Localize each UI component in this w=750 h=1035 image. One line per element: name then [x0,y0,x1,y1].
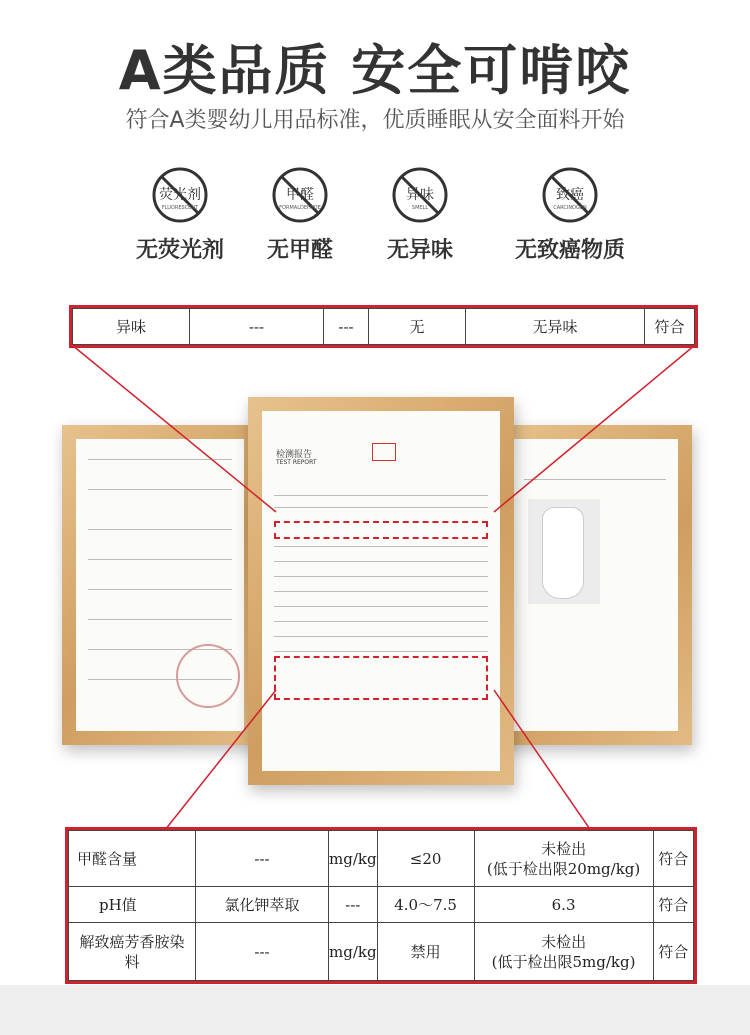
table-row [69,831,694,887]
cell-result [474,923,653,981]
cell-result: 无异味 [466,309,645,345]
cell-item: 异味 [73,309,190,345]
svg-text:异味: 异味 [406,187,434,203]
cell-unit: --- [324,309,369,345]
cell-item: 甲醛含量 [69,831,196,887]
floor-shadow [0,985,750,1035]
svg-text:CARCINOGEN: CARCINOGEN [553,205,587,211]
page-title: A类品质 安全可啃咬 [118,39,632,102]
svg-text:致癌: 致癌 [556,187,584,203]
svg-text:FLUORESCENT: FLUORESCENT [161,205,199,211]
result-line-2: (低于检出限20mg/kg) [486,859,641,878]
page-subtitle: 符合A类婴幼儿用品标准，优质睡眠从安全面料开始 [125,108,625,133]
cell-verdict: 符合 [653,887,693,923]
cell-method: 氯化钾萃取 [196,887,329,923]
bottom-callout-table [68,830,694,981]
cell-method: --- [190,309,324,345]
table-row [69,887,694,923]
result-line-1: 未检出 [541,932,587,951]
table-row [69,923,694,981]
badge-label: 无异味 [386,238,453,263]
report-title-en: TEST REPORT [276,459,317,466]
badge-label: 无致癌物质 [514,238,625,263]
cell-result: 6.3 [474,887,653,923]
cell-requirement: 4.0～7.5 [377,887,474,923]
cell-verdict: 符合 [645,309,695,345]
cell-requirement: ≤20 [377,831,474,887]
cell-unit: mg/kg [329,923,378,981]
svg-text:FORMALDEHYDE: FORMALDEHYDE [279,205,321,211]
cell-verdict: 符合 [653,831,693,887]
cell-item: 解致癌芳香胺染料 [69,923,196,981]
cell-requirement: 禁用 [377,923,474,981]
cell-verdict: 符合 [653,923,693,981]
result-line-2: (低于检出限5mg/kg) [491,952,636,971]
cell-requirement: 无 [369,309,466,345]
report-title: 检测报告 [276,450,313,460]
svg-text:甲醛: 甲醛 [286,187,314,203]
svg-text:SMELL: SMELL [411,205,429,211]
cell-result [474,831,653,887]
result-line-1: 未检出 [541,839,587,858]
cell-method: --- [196,923,329,981]
badge-label: 无甲醛 [266,238,333,263]
cell-unit: mg/kg [329,831,378,887]
badge-label: 无荧光剂 [135,238,224,263]
cell-item: pH值 [69,887,196,923]
svg-text:荧光剂: 荧光剂 [159,187,201,203]
cell-method: --- [196,831,329,887]
cell-unit: --- [329,887,378,923]
